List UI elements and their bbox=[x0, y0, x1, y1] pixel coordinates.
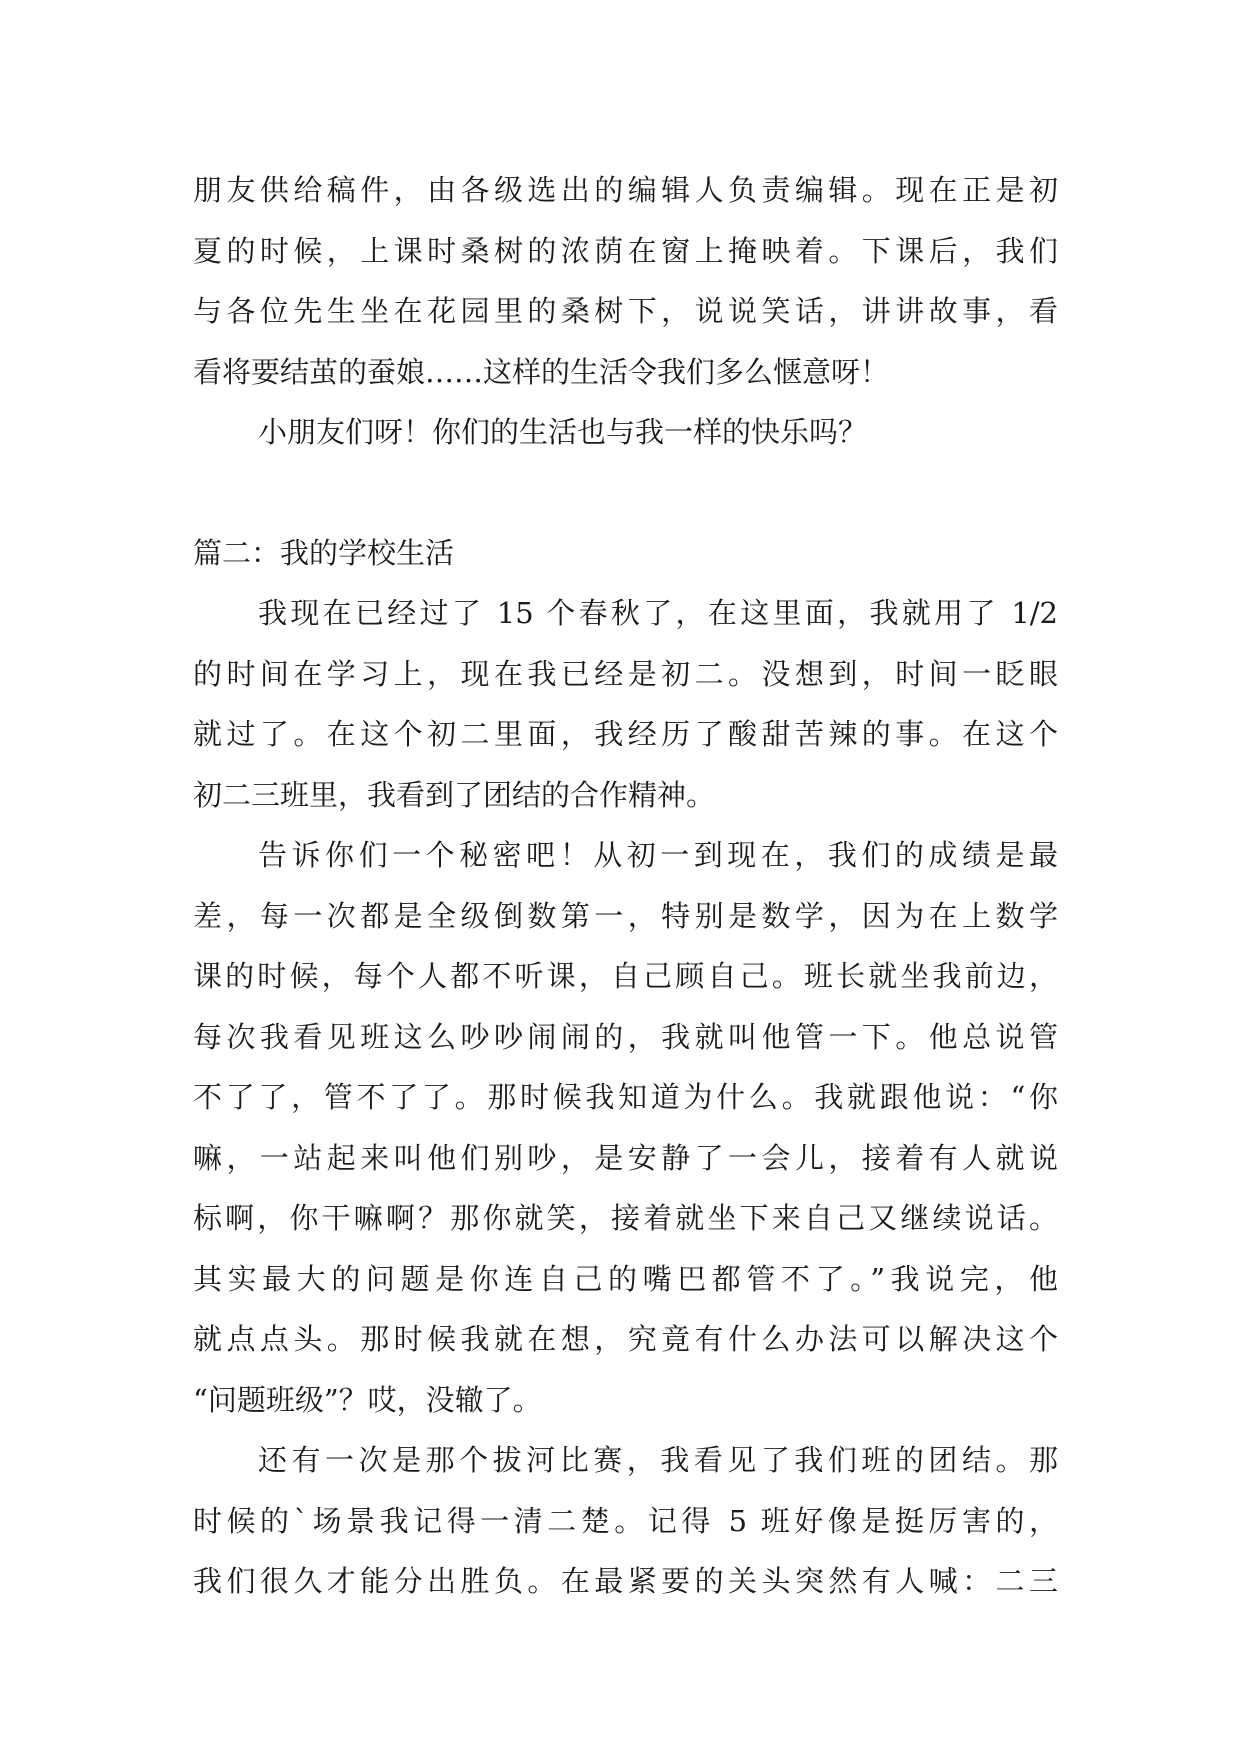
text-line: 我们很久才能分出胜负。在最紧要的关头突然有人喊：二三 bbox=[193, 1564, 1058, 1598]
text-line: 与各位先生坐在花园里的桑树下，说说笑话，讲讲故事，看 bbox=[193, 294, 1058, 328]
text-line: 还有一次是那个拔河比赛，我看见了我们班的团结。那 bbox=[258, 1443, 1058, 1477]
text-line: 告诉你们一个秘密吧！从初一到现在，我们的成绩是最 bbox=[258, 838, 1058, 872]
text-line: 小朋友们呀！你们的生活也与我一样的快乐吗？ bbox=[258, 415, 868, 449]
text-line: 每次我看见班这么吵吵闹闹的，我就叫他管一下。他总说管 bbox=[193, 1019, 1058, 1054]
text-line: 的时间在学习上，现在我已经是初二。没想到，时间一眨眼 bbox=[193, 656, 1058, 691]
text-line: 就过了。在这个初二里面，我经历了酸甜苦辣的事。在这个 bbox=[193, 717, 1058, 751]
text-line: 时候的`场景我记得一清二楚。记得 5 班好像是挺厉害的， bbox=[193, 1503, 1058, 1538]
section-title: 篇二：我的学校生活 bbox=[193, 535, 455, 570]
text-line: 就点点头。那时候我就在想，究竟有什么办法可以解决这个 bbox=[193, 1322, 1058, 1356]
text-line: 嘛，一站起来叫他们别吵，是安静了一会儿，接着有人就说 bbox=[193, 1140, 1058, 1175]
text-line: 其实最大的问题是你连自己的嘴巴都管不了。”我说完，他 bbox=[193, 1261, 1058, 1296]
document-body bbox=[193, 160, 1058, 1612]
text-line: 不了了，管不了了。那时候我知道为什么。我就跟他说：“你 bbox=[193, 1080, 1058, 1114]
section-spacer bbox=[193, 463, 1058, 523]
text-line: 课的时候，每个人都不听课，自己顾自己。班长就坐我前边， bbox=[193, 959, 1058, 993]
text-line: 夏的时候，上课时桑树的浓荫在窗上掩映着。下课后，我们 bbox=[193, 233, 1058, 268]
text-line: 差，每一次都是全级倒数第一，特别是数学，因为在上数学 bbox=[193, 898, 1058, 933]
text-line: 看将要结茧的蚕娘……这样的生活令我们多么惬意呀！ bbox=[193, 354, 890, 389]
text-line: 初二三班里，我看到了团结的合作精神。 bbox=[193, 777, 716, 812]
text-line: “问题班级”？哎，没辙了。 bbox=[193, 1382, 542, 1417]
text-line: 朋友供给稿件，由各级选出的编辑人负责编辑。现在正是初 bbox=[193, 173, 1058, 207]
text-line: 标啊，你干嘛啊？那你就笑，接着就坐下来自己又继续说话。 bbox=[193, 1201, 1058, 1235]
text-line: 我现在已经过了 15 个春秋了，在这里面，我就用了 1/2 bbox=[258, 596, 1058, 630]
